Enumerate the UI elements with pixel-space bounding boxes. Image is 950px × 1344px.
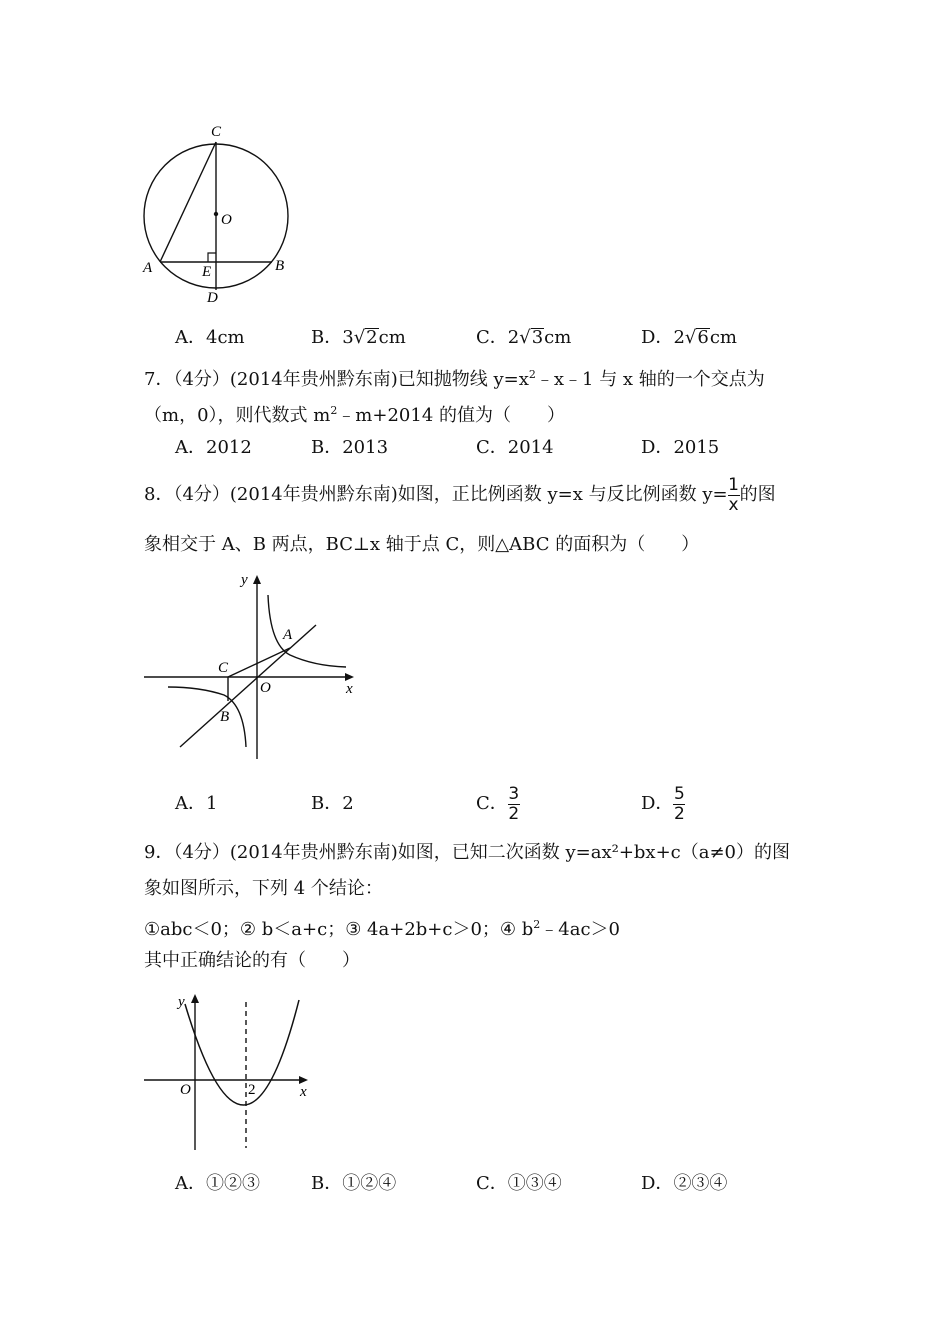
q8-text-a: 8．（4分）(2014年贵州黔东南)如图，正比例函数 y=x 与反比例函数 y= xyxy=(144,484,728,505)
q9-parabola-figure xyxy=(138,990,318,1155)
option-unit: cm xyxy=(709,327,737,348)
option-letter: C． xyxy=(476,327,508,348)
q7-text-b: ﹣x﹣1 与 x 轴的一个交点为 xyxy=(535,369,765,390)
q7-option-d[interactable] xyxy=(641,435,719,461)
q6-option-d[interactable] xyxy=(641,325,737,351)
right-angle-mark xyxy=(208,253,216,262)
option-letter: D． xyxy=(641,327,674,348)
option-text: 1 xyxy=(206,793,218,814)
radicand: 3 xyxy=(531,327,544,348)
x-axis-arrow xyxy=(345,673,354,681)
q6-circle-figure xyxy=(135,118,300,310)
label-c: C xyxy=(218,660,229,676)
q7-text-d: ﹣m+2014 的值为（ ） xyxy=(337,405,565,426)
option-letter: B． xyxy=(311,793,343,814)
option-text: ①②④ xyxy=(342,1173,397,1194)
option-letter: C． xyxy=(476,1173,508,1194)
label-y: y xyxy=(178,994,185,1010)
option-letter: C． xyxy=(476,793,508,814)
label-x: x xyxy=(346,681,353,697)
q9-text-b: ﹣4ac＞0 xyxy=(540,919,621,940)
label-d: D xyxy=(207,290,218,306)
fraction-5-over-2 xyxy=(673,785,685,824)
q7-option-a[interactable] xyxy=(175,435,252,461)
option-text: 2015 xyxy=(673,437,720,458)
parabola-curve xyxy=(185,1000,299,1105)
label-b: B xyxy=(275,258,285,274)
q9-stem-line1: 9．（4分）(2014年贵州黔东南)如图，已知二次函数 y=ax²+bx+c（a≠0）的图 xyxy=(144,842,791,863)
q8-option-a[interactable] xyxy=(175,791,217,817)
label-o: O xyxy=(260,680,271,696)
label-c: C xyxy=(211,124,222,140)
option-coef: 3 xyxy=(342,327,354,348)
center-point xyxy=(214,212,218,216)
option-letter: D． xyxy=(641,793,674,814)
frac-denominator: 2 xyxy=(674,803,685,824)
chord-ac xyxy=(160,142,216,262)
label-b: B xyxy=(220,709,230,725)
q7-sup: 2 xyxy=(528,368,536,381)
q9-stem-line4: 其中正确结论的有（ ） xyxy=(144,950,360,971)
label-a: A xyxy=(143,260,153,276)
sqrt-sign: √ xyxy=(684,327,697,348)
option-text: 2012 xyxy=(206,437,252,458)
q7-text-a: 7．（4分）(2014年贵州黔东南)已知抛物线 y=x xyxy=(144,369,529,390)
option-coef: 2 xyxy=(507,327,520,348)
y-axis-arrow xyxy=(191,994,199,1003)
frac-numerator: 1 xyxy=(728,474,739,495)
q8-option-b[interactable] xyxy=(311,791,354,817)
option-text: ①③④ xyxy=(507,1173,562,1194)
fraction-3-over-2 xyxy=(508,785,520,824)
option-text: 2014 xyxy=(507,437,554,458)
radicand: 6 xyxy=(697,327,709,348)
q8-text-b: 的图 xyxy=(739,484,776,505)
q8-stem-line1 xyxy=(144,473,776,517)
option-letter: A． xyxy=(175,793,206,814)
q8-hyperbola-figure xyxy=(138,567,363,767)
option-text: 2 xyxy=(342,793,354,814)
option-unit: cm xyxy=(378,327,406,348)
option-letter: B． xyxy=(311,1173,343,1194)
x-axis-arrow xyxy=(299,1076,308,1084)
option-text: ②③④ xyxy=(673,1173,728,1194)
frac-numerator: 3 xyxy=(508,783,520,804)
sqrt-sign: √ xyxy=(353,327,366,348)
option-text: 2013 xyxy=(342,437,389,458)
label-x: x xyxy=(300,1084,307,1100)
frac-numerator: 5 xyxy=(674,783,685,804)
label-a: A xyxy=(283,627,293,643)
q9-option-b[interactable] xyxy=(311,1171,396,1197)
option-coef: 2 xyxy=(673,327,685,348)
sqrt-sign: √ xyxy=(519,327,531,348)
frac-denominator: x xyxy=(728,494,739,515)
option-letter: A． xyxy=(175,1173,206,1194)
option-letter: D． xyxy=(641,437,674,458)
label-y: y xyxy=(241,572,248,588)
segment-ca xyxy=(228,648,290,677)
q9-option-c[interactable] xyxy=(476,1171,562,1197)
q9-stem-line2: 象如图所示，下列 4 个结论： xyxy=(144,878,383,899)
q7-text-c: （m，0），则代数式 m xyxy=(144,405,331,426)
q7-option-c[interactable] xyxy=(476,435,554,461)
q8-option-c[interactable] xyxy=(476,784,520,824)
q9-text-a: ①abc＜0；② b＜a+c；③ 4a+2b+c＞0；④ b xyxy=(144,919,534,940)
label-e: E xyxy=(202,264,212,280)
label-2: 2 xyxy=(248,1082,256,1098)
hyperbola-branch-q3 xyxy=(168,687,246,747)
frac-denominator: 2 xyxy=(508,803,520,824)
q8-option-d[interactable] xyxy=(641,784,685,824)
option-letter: B． xyxy=(311,327,343,348)
line-y-equals-x xyxy=(180,625,316,747)
q9-option-d[interactable] xyxy=(641,1171,727,1197)
q8-stem-line2: 象相交于 A、B 两点，BC⊥x 轴于点 C，则△ABC 的面积为（ ） xyxy=(144,534,700,555)
label-o: O xyxy=(180,1082,191,1098)
option-text: ①②③ xyxy=(206,1173,260,1194)
q6-option-c[interactable] xyxy=(476,325,571,351)
q9-option-a[interactable] xyxy=(175,1171,260,1197)
q7-stem-line1 xyxy=(144,362,765,393)
q7-stem-line2 xyxy=(144,398,565,429)
option-letter: C． xyxy=(476,437,508,458)
q6-option-a[interactable] xyxy=(175,325,245,351)
option-letter: A． xyxy=(175,327,206,348)
hyperbola-branch-q1 xyxy=(268,595,346,667)
option-text: 4cm xyxy=(206,327,245,348)
fraction-1-over-x xyxy=(728,476,740,515)
q9-sup: 2 xyxy=(533,918,541,931)
option-letter: A． xyxy=(175,437,206,458)
option-unit: cm xyxy=(544,327,572,348)
y-axis-arrow xyxy=(253,575,261,584)
radicand: 2 xyxy=(366,327,378,348)
q7-sup2: 2 xyxy=(330,404,338,417)
q9-conclusions xyxy=(144,912,620,943)
option-letter: D． xyxy=(641,1173,674,1194)
q7-option-b[interactable] xyxy=(311,435,388,461)
label-o: O xyxy=(221,212,232,228)
q6-option-b[interactable] xyxy=(311,325,406,351)
option-letter: B． xyxy=(311,437,343,458)
